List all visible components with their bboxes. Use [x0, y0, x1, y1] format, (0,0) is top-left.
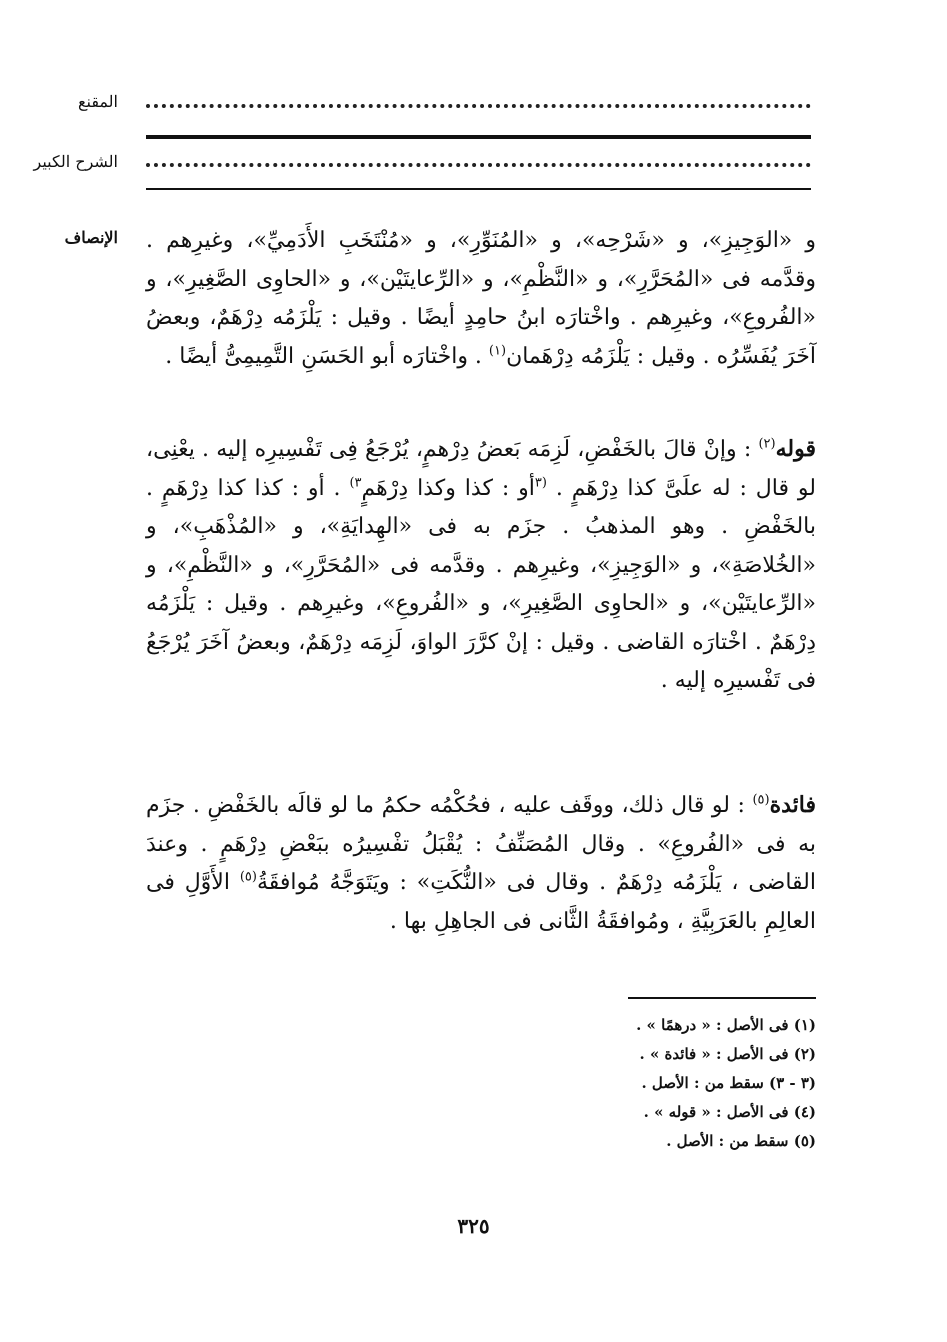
header-label-muqni: المقنع: [77, 92, 118, 111]
paragraph-2-lead: قوله: [775, 436, 816, 462]
header-dotted-line-middle: [146, 163, 811, 167]
header-thick-rule: [146, 135, 811, 139]
paragraph-2-text-a: : وإنْ قالَ بالخَفْضِ، لَزِمَه بَعضُ دِرْهمٍ، يُرْجَعُ فِى تَفْسِيرِه إليه . يعْنِى، لو قال : له علَىَّ كذا دِرْهَمٍ .: [146, 437, 816, 501]
header-thin-rule: [146, 188, 811, 190]
paragraph-3-lead: فائدة: [769, 792, 816, 818]
paragraph-3-text-a: : لو قال ذلك، ووقَف عليه ، فحُكْمُه حكمُ ما لو قالَه بالخَفْضِ . جزَم به فى «الفُروعِ» . وقال المُصَنِّفُ : يُقْبَلُ تفْسِيرُه ببَعْضِ دِرْهَمٍ . وعندَ القاضى ، يَلْزَمُه دِرْهَمٌ . وقال فى «النُّكَتِ» : ويَتَوَجَّهُ مُوافقَةُ: [146, 793, 817, 895]
paragraph-1-text: و «الوَجِيزِ»، و «شَرْحِه»، و «المُنَوِّرِ»، و «مُنْتَخَبِ الأَدَمِيِّ»، وغيرِهم . وقدَّمه فى «المُحَرَّرِ»، و «النَّظْمِ»، و «الرِّعايتَيْن»، و «الحاوِى الصَّغِيرِ»، و «الفُروعِ»، وغيرِهم . واخْتارَه ابنُ حامِدٍ أيضًا . وقيل : يَلْزَمُه دِرْهَمٌ، وبعضُ آخَرَ يُفَسِّرُه . وقيل : يَلْزَمُه دِرْهَمان: [146, 228, 817, 369]
footnotes: [446, 1011, 816, 1156]
footnote-1: (١) فى الأصل : « درهمًا » .: [636, 1016, 816, 1034]
footnote-ref-5: (٥): [239, 869, 257, 885]
paragraph-1-tail: . واخْتارَه أبو الحَسَنِ التَّمِيمِىُّ أيضًا .: [165, 343, 489, 369]
footnote-ref-3-open: (٣: [534, 475, 547, 491]
footnote-4: (٤) فى الأصل : « قوله » .: [643, 1103, 816, 1121]
paragraph-2: [146, 430, 816, 701]
page-number: ٣٢٥: [457, 1214, 490, 1238]
footnote-separator: [628, 997, 816, 999]
header-dotted-line-top: [146, 104, 811, 108]
footnote-2: (٢) فى الأصل : « فائدة » .: [639, 1045, 816, 1063]
footnote-ref-1: (١): [488, 343, 507, 359]
header-label-sharh-kabir: الشرح الكبير: [33, 152, 118, 171]
paragraph-1: [146, 222, 816, 376]
paragraph-2-text-b: أو : كذا وكذا دِرْهَمٍ: [361, 475, 535, 501]
footnote-3: (٣ - ٣) سقط من : الأصل .: [641, 1074, 816, 1092]
paragraph-2-text-c: . أو : كذا كذا دِرْهَمٍ . بالخَفْضِ . وهو المذهبُ . جزَم به فى «الهِدايَةِ»، و «المُذْهَبِ»، و «الخُلاصَةِ»، و «الوَجِيزِ»، وغيرِهم . وقدَّمه فى «المُحَرَّرِ»، و «النَّظْمِ»، و «الرِّعايتَيْن»، و «الحاوِى الصَّغِيرِ»، و «الفُروعِ»، وغيرِهم . وقيل : يَلْزَمُه دِرْهَمٌ . اخْتارَه القاضى . وقيل : إنْ كرَّرَ الواوَ، لَزِمَه دِرْهَمٌ، وبعضُ آخَرَ يُرْجَعُ فى تَفْسيرِه إليه .: [146, 475, 816, 693]
paragraph-3-text-b: الأَوَّلِ فى العالِمِ بالعَرَبِيَّةِ ، ومُوافقَةُ الثَّانى فى الجاهِلِ بها .: [146, 870, 816, 934]
footnote-5: (٥) سقط من : الأصل .: [666, 1132, 816, 1150]
footnote-ref-3-close: ٣): [349, 475, 362, 491]
paragraph-3: [146, 786, 816, 941]
side-label-insaf: الإنصاف: [64, 228, 118, 247]
footnote-ref-4: (٥): [752, 792, 770, 808]
footnote-ref-2: (٢): [758, 436, 776, 452]
